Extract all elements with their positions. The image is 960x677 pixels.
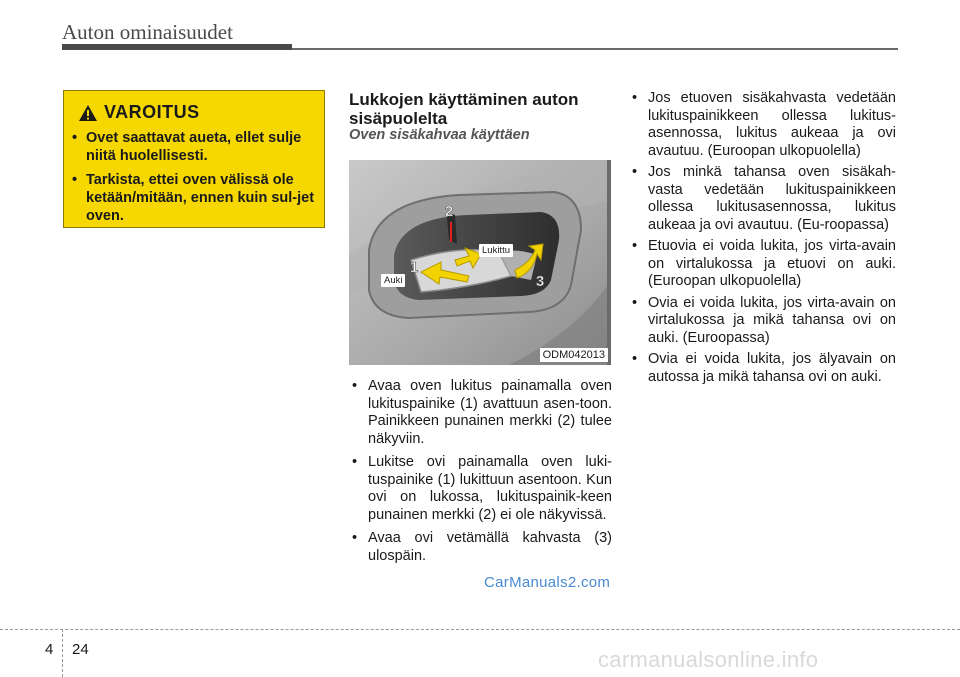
door-handle-illustration [349, 160, 611, 365]
warning-list [72, 129, 316, 231]
watermark-link[interactable]: CarManuals2.com [484, 574, 611, 591]
list-item: • Avaa ovi vetämällä kahvasta (3) ulospäin. [352, 530, 612, 565]
page-divider [62, 629, 63, 677]
list-item: • Jos etuoven sisäkahvasta vedetään lukituspainikkeen ollessa lukitus-asennossa, lukitus aukeaa ja ovi avautuu. (Euroopan ulkopuolella) [630, 90, 896, 160]
header-rule-thick [62, 44, 292, 50]
list-item: • Etuovia ei voida lukita, jos virta-avain on virtalukossa ja etuovi on auki. (Euroopan ulkopuolella) [630, 238, 896, 291]
header-rule-thin [292, 48, 898, 50]
section-title: Lukkojen käyttäminen auton sisäpuolelta [349, 90, 579, 128]
running-header: Auton ominaisuudet [62, 20, 233, 44]
footer-rule [0, 629, 960, 630]
warning-box [63, 90, 325, 228]
warning-item: • Tarkista, ettei oven välissä ole ketään/mitään, ennen kuin sul-jet oven. [72, 171, 316, 225]
warning-header [78, 102, 200, 123]
chapter-number: 4 [45, 641, 54, 658]
callout-2-icon [440, 202, 458, 220]
list-item: • Ovia ei voida lukita, jos virta-avain on virtalukossa ja mikä tahansa ovi on auki. (Euroopassa) [630, 295, 896, 348]
page-number: 24 [72, 641, 89, 658]
figure-code: ODM042013 [540, 348, 608, 362]
label-locked: Lukittu [479, 244, 513, 257]
notes-list [630, 90, 896, 390]
warning-item: • Ovet saattavat aueta, ellet sulje niitä huolellisesti. [72, 129, 316, 165]
callout-1-icon [405, 258, 423, 276]
section-subtitle: Oven sisäkahvaa käyttäen [349, 127, 530, 143]
list-item: • Ovia ei voida lukita, jos älyavain on autossa ja mikä tahansa ovi on auki. [630, 351, 896, 386]
footer-watermark: carmanualsonline.info [598, 647, 819, 672]
door-handle-figure [349, 160, 611, 365]
callout-3-icon [531, 272, 549, 290]
warning-title: VAROITUS [104, 102, 200, 122]
svg-text:3: 3 [535, 273, 545, 290]
instruction-list [352, 378, 612, 571]
svg-text:2: 2 [444, 203, 454, 220]
warning-triangle-icon [78, 104, 98, 122]
svg-text:1: 1 [409, 259, 419, 276]
list-item: • Lukitse ovi painamalla oven luki-tuspainike (1) lukittuun asentoon. Kun ovi on lukossa, lukituspainik-keen punainen merkki (2) ei ole näkyvissä. [352, 454, 612, 524]
label-open: Auki [381, 274, 405, 287]
list-item: • Jos minkä tahansa oven sisäkah-vasta vedetään lukituspainikkeen ollessa lukitusasennossa, lukitus aukeaa ja ovi avautuu. (Eu-roopassa) [630, 164, 896, 234]
list-item: • Avaa oven lukitus painamalla oven lukituspainike (1) avattuun asen-toon. Painikkeen punainen merkki (2) tulee näkyviin. [352, 378, 612, 448]
